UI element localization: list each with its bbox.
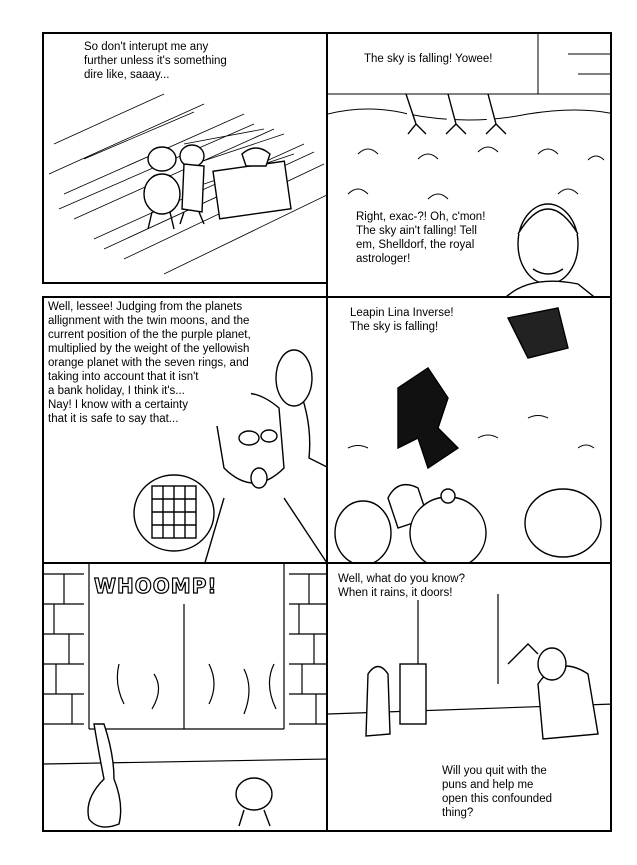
bubble-line: Nay! I know with a certainty bbox=[48, 399, 188, 411]
panel-5 bbox=[42, 562, 328, 832]
panel-6 bbox=[326, 562, 612, 832]
bubble-line: current position of the the purple planet, bbox=[48, 329, 251, 341]
panel-4-art bbox=[328, 298, 612, 564]
bubble-line: a bank holiday, I think it's... bbox=[48, 385, 185, 397]
bubble-line: allignment with the twin moons, and the bbox=[48, 315, 250, 327]
speech-bubble-top bbox=[364, 52, 493, 66]
bubble-line: When it rains, it doors! bbox=[338, 587, 453, 599]
bubble-line: Well, lessee! Judging from the planets bbox=[48, 301, 243, 313]
speech-bubble bbox=[84, 40, 227, 82]
bubble-line: So don't interupt me any bbox=[84, 41, 209, 53]
bubble-line: thing? bbox=[442, 807, 474, 819]
bubble-line: orange planet with the seven rings, and bbox=[48, 357, 249, 369]
bubble-line: further unless it's something bbox=[84, 55, 227, 67]
bubble-line: astrologer! bbox=[356, 253, 411, 265]
bubble-line: The sky is falling! bbox=[350, 321, 439, 333]
bubble-line: Right, exac-?! Oh, c'mon! bbox=[356, 211, 486, 223]
bubble-line: Well, what do you know? bbox=[338, 573, 465, 585]
speech-bubble-top bbox=[338, 572, 465, 600]
bubble-line: dire like, saaay... bbox=[84, 69, 170, 81]
panel-1 bbox=[42, 32, 328, 284]
bubble-line: em, Shelldorf, the royal bbox=[356, 239, 475, 251]
bubble-line: taking into account that it isn't bbox=[48, 371, 199, 383]
speech-bubble bbox=[350, 306, 454, 334]
sound-effect: WHOOMP! bbox=[94, 574, 218, 598]
bubble-line: open this confounded bbox=[442, 793, 552, 805]
bubble-line: The sky ain't falling! Tell bbox=[356, 225, 477, 237]
speech-bubble bbox=[48, 300, 251, 426]
panel-3 bbox=[42, 296, 328, 564]
bubble-line: Leapin Lina Inverse! bbox=[350, 307, 454, 319]
bubble-line: The sky is falling! Yowee! bbox=[364, 53, 493, 65]
panel-5-art bbox=[44, 564, 328, 832]
bubble-line: that it is safe to say that... bbox=[48, 413, 179, 425]
bubble-line: multiplied by the weight of the yellowish bbox=[48, 343, 250, 355]
speech-bubble-bottom bbox=[356, 210, 485, 266]
bubble-line: puns and help me bbox=[442, 779, 534, 791]
panel-2 bbox=[326, 32, 612, 298]
speech-bubble-bottom bbox=[442, 764, 552, 820]
bubble-line: Will you quit with the bbox=[442, 765, 547, 777]
panel-4 bbox=[326, 296, 612, 564]
